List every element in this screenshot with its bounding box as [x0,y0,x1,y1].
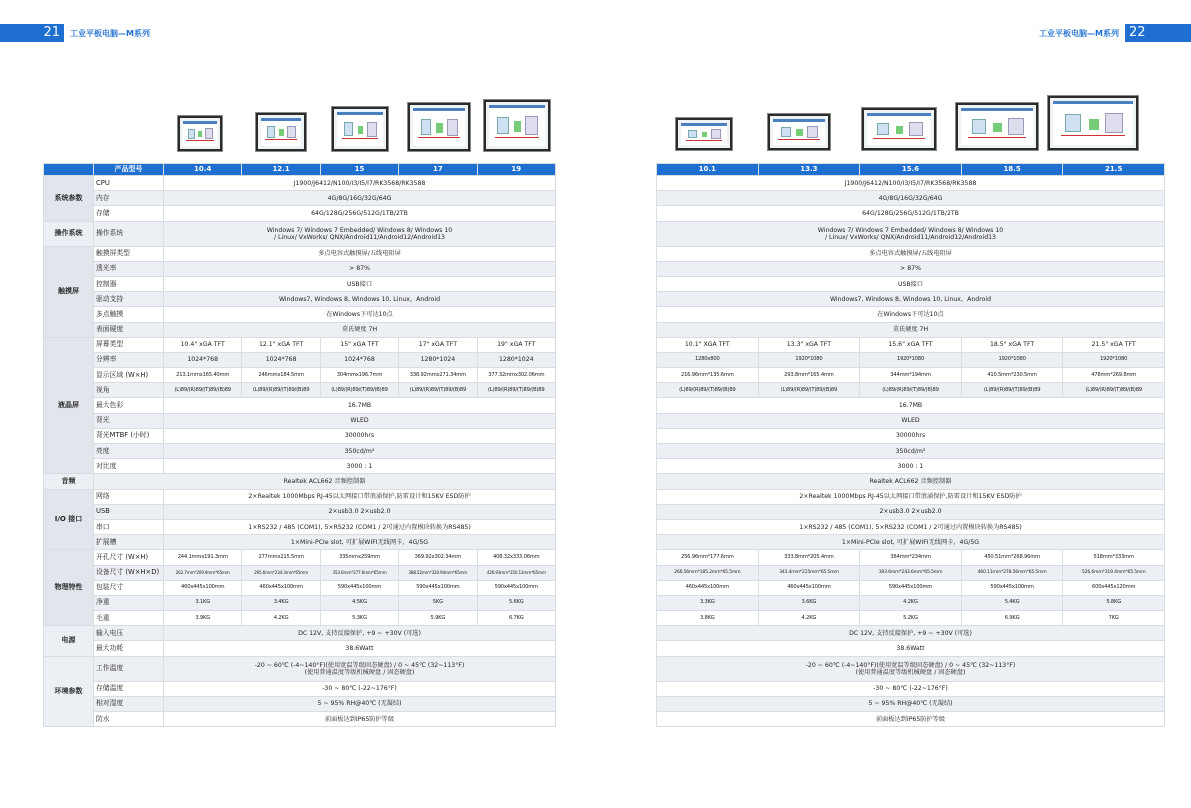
spec-value: USB接口 [657,276,1165,291]
spec-value: 1×RS232 / 485 (COM1), 5×RS232 (COM1 / 2可通过内置模块转换为RS485) [657,519,1165,534]
op-temp-line-2: (使用普通温度等级机械硬盘 / 固态硬盘) [304,668,415,676]
spec-value: 410.5mm*230.5mm [961,368,1063,383]
product-image-13-3 [768,114,830,150]
size-header: 10.4 [164,164,242,176]
spec-value: 526.6mm*319.4mm*65.5mm [1063,565,1165,580]
product-image-18-5 [956,103,1038,150]
row-label: 开孔尺寸 (W×H) [94,550,164,565]
spec-value: 343.4mm*215mm*65.5mm [758,565,860,580]
product-image-15-6 [862,108,936,150]
spec-value: J1900/J6412/N100/I3/I5/I7/RK3568/RK3588 [164,176,556,191]
row-label: 净重 [94,595,164,610]
product-image-10-4 [178,116,222,151]
spec-value: 4.2KG [860,595,962,610]
row-label: 毛重 [94,611,164,626]
category-cell: 触摸屏 [44,246,94,337]
spec-value: 369.92x302.34mm [399,550,477,565]
spec-value [164,656,556,681]
category-cell: I/O 接口 [44,489,94,550]
spec-value: 多点电容式触摸屏/五线电阻屏 [657,246,1165,261]
spec-value: (L)89/(R)89/(T)89/(B)89 [320,383,398,398]
spec-value: 30000hrs [657,428,1165,443]
spec-value: 1024*768 [320,352,398,367]
spec-value: (L)89/(R)89/(T)89/(B)89 [961,383,1063,398]
row-label: 操作系统 [94,221,164,246]
spec-value: -30 ~ 80℃ (-22~176°F) [164,681,556,696]
spec-value: 1×Mini-PCIe slot, 可扩展WIFI无线网卡，4G/5G [657,535,1165,550]
spec-value: 4G/8G/16G/32G/64G [164,191,556,206]
row-label: 屏幕类型 [94,337,164,352]
os-line-1: Windows 7/ Windows 7 Embedded/ Windows 8/ Windows 10 [817,226,1004,234]
row-label: 多点触摸 [94,307,164,322]
product-image-21-5 [1048,96,1138,150]
row-label: 分辨率 [94,352,164,367]
spec-value: DC 12V, 支持反接保护, +9 ~ +30V (可选) [164,626,556,641]
spec-value: 277mmx215.5mm [242,550,320,565]
spec-value: 1024*768 [242,352,320,367]
spec-value: > 87% [164,261,556,276]
spec-value: 3.4KG [242,595,320,610]
category-cell: 物理特性 [44,550,94,626]
spec-value: (L)89/(R)89/(T)89/(B)89 [657,383,759,398]
spec-value: (L)89/(R)89/(T)89/(B)89 [164,383,242,398]
spec-value: 4.2KG [758,611,860,626]
spec-value [657,221,1165,246]
row-label: 输入电压 [94,626,164,641]
spec-value: 216.96mm*135.6mm [657,368,759,383]
spec-value: 15" xGA TFT [320,337,398,352]
row-label: 背光MTBF (小时) [94,428,164,443]
os-line-2: / Linux/ VxWorks/ QNX/Android11/Android12/Android13 [274,233,445,241]
row-label: 存储 [94,206,164,221]
spec-value: 5.9KG [399,611,477,626]
spec-value [657,656,1165,681]
spec-value: 莫氏硬度 7H [164,322,556,337]
spec-value: 295.6mm*234.3mm*65mm [242,565,320,580]
spec-value: 7KG [1063,611,1165,626]
spec-value: Windows7, Windows 8, Windows 10, Linux，Android [164,292,556,307]
spec-value: (L)89/(R)89/(T)89/(B)89 [758,383,860,398]
spec-value: 2×usb3.0 2×usb2.0 [657,504,1165,519]
os-line-1: Windows 7/ Windows 7 Embedded/ Windows 8/ Windows 10 [266,226,453,234]
spec-value: (L)89/(R)89/(T)89/(B)89 [477,383,555,398]
spec-value: 377.32mmx302.06mm [477,368,555,383]
spec-value: 4.2KG [242,611,320,626]
size-header: 18.5 [961,164,1063,176]
spec-value: 333.8mm*205.4mm [758,550,860,565]
spec-value: (L)89/(R)89/(T)89/(B)89 [399,383,477,398]
left-spec-table [43,163,556,727]
spec-value: 1×Mini-PCIe slot, 可扩展WIFI无线网卡，4G/5G [164,535,556,550]
spec-value: 2×Realtek 1000Mbps RJ-45以太网接口带浪涌保护,防雷设计和15KV ESD防护 [164,489,556,504]
spec-value: 388.52mm*320.94mm*65mm [399,565,477,580]
spec-value: 1280*1024 [477,352,555,367]
row-label: 相对湿度 [94,696,164,711]
size-header: 15.6 [860,164,962,176]
spec-value: 5.3KG [320,611,398,626]
spec-value: 3.6KG [758,595,860,610]
spec-value: 460.11mm*278.56mm*65.5mm [961,565,1063,580]
row-label: 网络 [94,489,164,504]
spec-value: USB接口 [164,276,556,291]
spec-value: 38.6Watt [164,641,556,656]
spec-value: 1920*1080 [961,352,1063,367]
spec-value [164,221,556,246]
spec-value: 338.92mmx271.34mm [399,368,477,383]
cat-header [44,164,94,176]
spec-value: 5 ~ 95% RH@40℃ (无凝结) [657,696,1165,711]
spec-value: 1920*1080 [1063,352,1165,367]
row-label: 控制器 [94,276,164,291]
spec-value: J1900/J6412/N100/I3/I5/I7/RK3568/RK3588 [657,176,1165,191]
row-label: 触摸屏类型 [94,246,164,261]
spec-value: 213.1mmx165.40mm [164,368,242,383]
spec-value: 5.6KG [477,595,555,610]
op-temp-line-2: (使用普通温度等级机械硬盘 / 固态硬盘) [855,668,966,676]
size-header: 21.5 [1063,164,1165,176]
table-header-row [657,164,1165,176]
spec-value: (L)89/(R)89/(T)89/(B)89 [1063,383,1165,398]
spec-value: 2×usb3.0 2×usb2.0 [164,504,556,519]
right-page-header [1033,24,1191,42]
spec-value: 15.6" xGA TFT [860,337,962,352]
right-spec-table [656,163,1165,727]
spec-value: 5KG [399,595,477,610]
spec-value: 38.6Watt [657,641,1165,656]
spec-value: 460x445x100mm [242,580,320,595]
op-temp-line-1: -20 ~ 60℃ (-4~140°F)(使用宽温等级固态硬盘) / 0 ~ 45℃ (32~113°F) [254,661,465,669]
os-line-2: / Linux/ VxWorks/ QNX/Android11/Android12/Android13 [825,233,996,241]
spec-value: 1280*1024 [399,352,477,367]
product-image-19 [484,100,550,151]
spec-value: 450.51mm*268.96mm [961,550,1063,565]
product-image-12-1 [256,113,306,151]
product-image-15 [332,107,388,151]
category-cell: 操作系统 [44,221,94,246]
spec-value: Windows7, Windows 8, Windows 10, Linux，Android [657,292,1165,307]
size-header: 10.1 [657,164,759,176]
row-label: 透光率 [94,261,164,276]
spec-value: 12.1" xGA TFT [242,337,320,352]
spec-value: 600x445x120mm [1063,580,1165,595]
spec-value: 16.7MB [164,398,556,413]
spec-value: 335mmx259mm [320,550,398,565]
spec-value: 350cd/m² [657,444,1165,459]
spec-value: 1920*1080 [758,352,860,367]
spec-value: 3.9KG [164,611,242,626]
row-label: 亮度 [94,444,164,459]
table-header-row [44,164,556,176]
spec-value: 590x445x100mm [961,580,1063,595]
row-label: 显示区域 (W×H) [94,368,164,383]
row-label: 包装尺寸 [94,580,164,595]
row-label: 工作温度 [94,656,164,681]
spec-value: 266.56mm*185.2mm*65.5mm [657,565,759,580]
spec-value: 1024*768 [164,352,242,367]
spec-value: 3.1KG [164,595,242,610]
op-temp-line-1: -20 ~ 60℃ (-4~140°F)(使用宽温等级固态硬盘) / 0 ~ 45℃ (32~113°F) [805,661,1016,669]
spec-value: 10.4" xGA TFT [164,337,242,352]
spec-value: 21.5" xGA TFT [1063,337,1165,352]
spec-value: 1×RS232 / 485 (COM1), 5×RS232 (COM1 / 2可通过内置模块转换为RS485) [164,519,556,534]
row-label: 内存 [94,191,164,206]
spec-value: WLED [657,413,1165,428]
spec-value: 4G/8G/16G/32G/64G [657,191,1165,206]
left-page-number: 21 [0,24,64,42]
model-header: 产品型号 [94,164,164,176]
spec-value: Realtek ACL662 音频控制器 [657,474,1165,489]
spec-value: 408.32x333.06mm [477,550,555,565]
spec-value: 5 ~ 95% RH@40℃ (无凝结) [164,696,556,711]
category-cell: 环境参数 [44,656,94,727]
spec-value: 460x445x100mm [758,580,860,595]
spec-value: 5.4KG [961,595,1063,610]
category-cell: 系统参数 [44,176,94,222]
row-label: 存储温度 [94,681,164,696]
spec-value: 在Windows下可达10点 [657,307,1165,322]
spec-value: 590x445x100mm [860,580,962,595]
product-image-17 [408,103,470,151]
spec-value: 384mm*234mm [860,550,962,565]
spec-value: 426.93mm*350.13mm*65mm [477,565,555,580]
left-product-images [178,100,550,151]
spec-value: 590x445x100mm [399,580,477,595]
spec-value: 293.8mm*165.4mm [758,368,860,383]
spec-value: 16.7MB [657,398,1165,413]
category-cell: 电源 [44,626,94,656]
spec-value: 4.5KG [320,595,398,610]
row-label: 驱动支持 [94,292,164,307]
row-label: 对比度 [94,459,164,474]
spec-value: 2×Realtek 1000Mbps RJ-45以太网接口带浪涌保护,防雷设计和15KV ESD防护 [657,489,1165,504]
spec-value: 518mm*333mm [1063,550,1165,565]
spec-value: 304mmx196.7mm [320,368,398,383]
row-label: 扩展槽 [94,535,164,550]
spec-value: 262.7mm*209.9mm*65mm [164,565,242,580]
spec-value: (L)89/(R)89/(T)89/(B)89 [242,383,320,398]
spec-value: 18.5" xGA TFT [961,337,1063,352]
size-header: 19 [477,164,555,176]
spec-value: 1280x800 [657,352,759,367]
spec-value: 244.1mmx191.3mm [164,550,242,565]
spec-value: 350cd/m² [164,444,556,459]
spec-value: 多点电容式触摸屏/五线电阻屏 [164,246,556,261]
spec-value: 64G/128G/256G/512G/1TB/2TB [164,206,556,221]
left-page-header [0,24,156,42]
spec-value: 246mmx184.5mm [242,368,320,383]
spec-value: 3000 : 1 [657,459,1165,474]
left-series-title: 工业平板电脑—M系列 [70,28,150,38]
row-label: 最大功耗 [94,641,164,656]
spec-value: > 87% [657,261,1165,276]
row-label: CPU [94,176,164,191]
right-series-title: 工业平板电脑—M系列 [1039,28,1119,38]
row-label: 最大色彩 [94,398,164,413]
size-header: 15 [320,164,398,176]
spec-value: (L)89/(R)89/(T)89/(B)89 [860,383,962,398]
size-header: 12.1 [242,164,320,176]
row-label: 背光 [94,413,164,428]
row-label: 串口 [94,519,164,534]
spec-value: 前面板达到IP65防护等级 [164,712,556,727]
size-header: 17 [399,164,477,176]
spec-value: 前面板达到IP65防护等级 [657,712,1165,727]
spec-value: 590x445x100mm [477,580,555,595]
spec-value: -30 ~ 80℃ (-22~176°F) [657,681,1165,696]
spec-value: 3.3KG [657,595,759,610]
spec-value: 5.8KG [1063,595,1165,610]
spec-value: 6.9KG [961,611,1063,626]
spec-value: 460x445x100mm [657,580,759,595]
spec-value: 6.7KG [477,611,555,626]
spec-value: 17" xGA TFT [399,337,477,352]
spec-value: 3.8KG [657,611,759,626]
spec-value: 19" xGA TFT [477,337,555,352]
spec-value: 353.6mm*277.6mm*65mm [320,565,398,580]
row-label: 设备尺寸 (W×H×D) [94,565,164,580]
spec-value: 393.6mm*243.6mm*65.5mm [860,565,962,580]
spec-value: 478mm*269.8mm [1063,368,1165,383]
category-cell: 音频 [44,474,94,489]
spec-value: 13.3" xGA TFT [758,337,860,352]
spec-value: WLED [164,413,556,428]
spec-value: 344mm*194mm [860,368,962,383]
right-product-images [676,96,1138,150]
spec-value: 1920*1080 [860,352,962,367]
spec-value: Realtek ACL662 音频控制器 [94,474,556,489]
spec-value: 5.2KG [860,611,962,626]
row-label: 视角 [94,383,164,398]
spec-value: 3000 : 1 [164,459,556,474]
spec-value: 460x445x100mm [164,580,242,595]
spec-value: 256.96mm*177.6mm [657,550,759,565]
row-label: 防水 [94,712,164,727]
right-page-number: 22 [1125,24,1191,42]
size-header: 13.3 [758,164,860,176]
row-label: 表面硬度 [94,322,164,337]
spec-value: DC 12V, 支持反接保护, +9 ~ +30V (可选) [657,626,1165,641]
spec-value: 590x445x100mm [320,580,398,595]
spec-value: 10.1" XGA TFT [657,337,759,352]
row-label: USB [94,504,164,519]
spec-value: 在Windows下可达10点 [164,307,556,322]
spec-value: 30000hrs [164,428,556,443]
category-cell: 液晶屏 [44,337,94,474]
spec-value: 64G/128G/256G/512G/1TB/2TB [657,206,1165,221]
product-image-10-1 [676,118,732,150]
spec-value: 莫氏硬度 7H [657,322,1165,337]
